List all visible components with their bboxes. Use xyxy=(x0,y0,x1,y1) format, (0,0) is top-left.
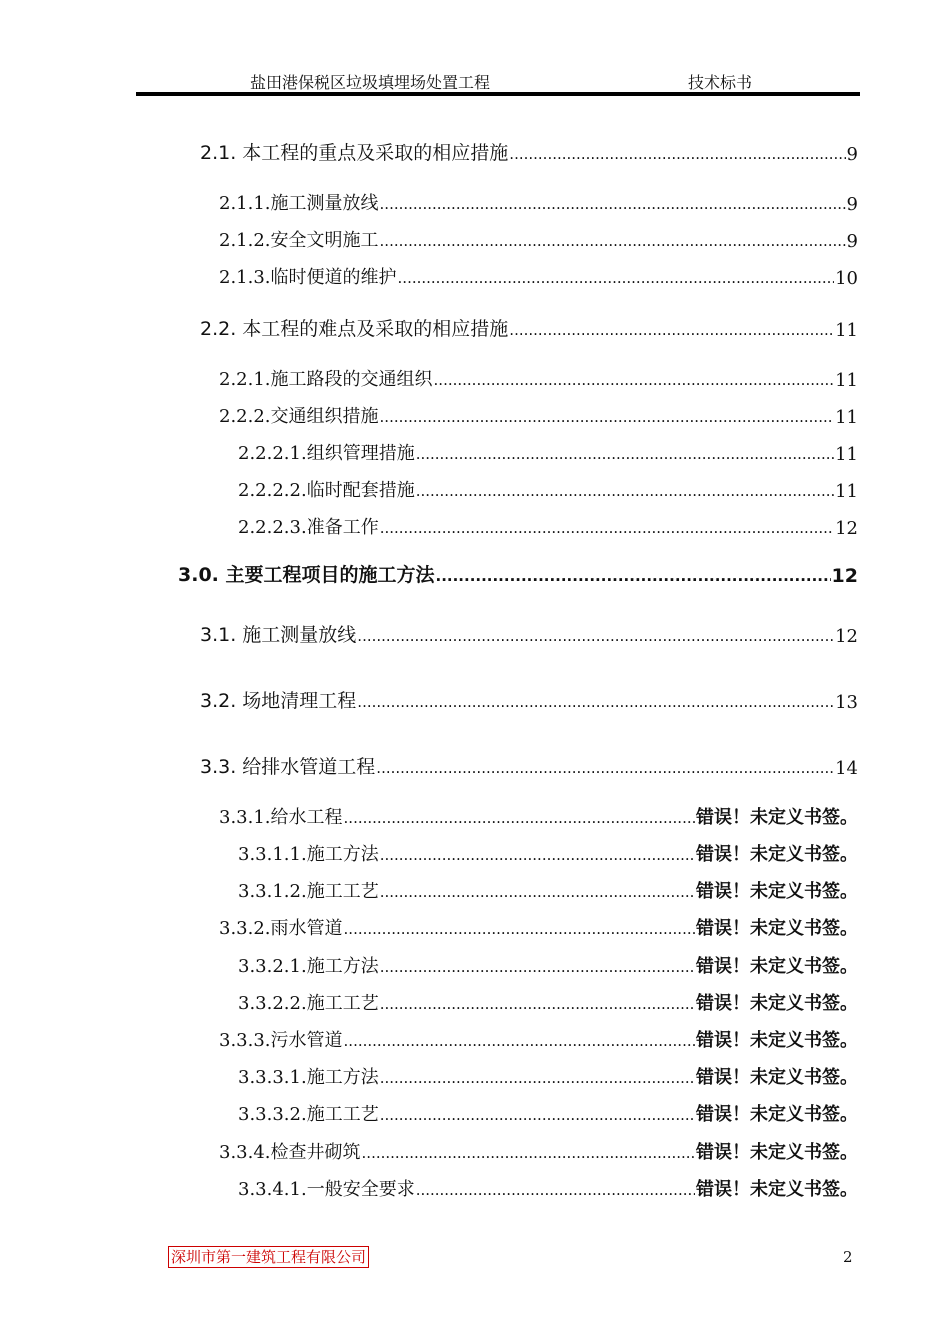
toc-entry-label: 3.3. 给排水管道工程 xyxy=(200,756,376,778)
toc-entry-label: 3.0. 主要工程项目的施工方法 xyxy=(178,564,435,586)
toc-entry-label: 3.3.1.给水工程 xyxy=(219,807,343,828)
toc-leader-dots xyxy=(380,960,695,978)
toc-leader-dots xyxy=(398,271,835,289)
toc-leader-dots xyxy=(357,695,834,713)
toc-entry-label: 2.2.2.3.准备工作 xyxy=(238,517,379,538)
toc-entry-page: 13 xyxy=(835,692,858,713)
toc-entry-label: 2.1.1.施工测量放线 xyxy=(219,193,379,214)
toc-entry-label: 3.3.2.1.施工方法 xyxy=(238,956,379,977)
toc-entry-page: 错误！未定义书签。 xyxy=(696,993,858,1014)
toc-entry-page: 9 xyxy=(846,194,858,215)
toc-entry-3-3-3-1[interactable] xyxy=(238,1063,858,1089)
toc-entry-label: 3.3.4.检查井砌筑 xyxy=(219,1142,361,1163)
toc-leader-dots xyxy=(344,922,695,940)
toc-entry-2-1-2[interactable] xyxy=(219,226,858,252)
toc-entry-page: 11 xyxy=(835,481,858,502)
toc-entry-2-1-1[interactable] xyxy=(219,189,858,215)
toc-leader-dots xyxy=(436,569,831,587)
toc-entry-page: 12 xyxy=(831,565,858,587)
toc-leader-dots xyxy=(380,848,695,866)
toc-entry-label: 3.3.2.2.施工工艺 xyxy=(238,993,379,1014)
toc-entry-page: 11 xyxy=(835,407,858,428)
toc-entry-page: 11 xyxy=(835,444,858,465)
toc-leader-dots xyxy=(416,1183,695,1201)
toc-entry-label: 2.2.2.1.组织管理措施 xyxy=(238,443,415,464)
toc-entry-label: 3.3.2.雨水管道 xyxy=(219,918,343,939)
document-type: 技术标书 xyxy=(688,73,753,92)
toc-entry-page: 12 xyxy=(835,518,858,539)
toc-leader-dots xyxy=(509,323,834,341)
toc-entry-page: 11 xyxy=(835,320,858,341)
toc-entry-label: 2.2.1.施工路段的交通组织 xyxy=(219,369,433,390)
toc-entry-page: 错误！未定义书签。 xyxy=(696,1142,858,1163)
toc-entry-3-3-1-2[interactable] xyxy=(238,877,858,903)
toc-leader-dots xyxy=(416,447,834,465)
toc-leader-dots xyxy=(380,885,695,903)
toc-leader-dots xyxy=(380,1071,695,1089)
toc-entry-page: 12 xyxy=(835,626,858,647)
toc-leader-dots xyxy=(344,811,695,829)
toc-entry-3-3-2-2[interactable] xyxy=(238,989,858,1015)
toc-leader-dots xyxy=(357,629,834,647)
toc-leader-dots xyxy=(362,1146,695,1164)
toc-entry-2-2-2[interactable] xyxy=(219,402,858,428)
toc-entry-3-3-1-1[interactable] xyxy=(238,840,858,866)
toc-entry-page: 错误！未定义书签。 xyxy=(696,918,858,939)
toc-entry-2-2-2-2[interactable] xyxy=(238,476,858,502)
toc-entry-page: 9 xyxy=(846,231,858,252)
toc-entry-label: 3.3.3.污水管道 xyxy=(219,1030,343,1051)
toc-entry-page: 11 xyxy=(835,370,858,391)
footer-page-number: 2 xyxy=(843,1248,853,1266)
toc-leader-dots xyxy=(416,484,834,502)
toc-leader-dots xyxy=(380,997,695,1015)
toc-entry-page: 错误！未定义书签。 xyxy=(696,844,858,865)
toc-entry-label: 2.2. 本工程的难点及采取的相应措施 xyxy=(200,318,509,340)
toc-entry-2-1-3[interactable] xyxy=(219,263,858,289)
toc-entry-page: 错误！未定义书签。 xyxy=(696,881,858,902)
toc-entry-3-3-3-2[interactable] xyxy=(238,1100,858,1126)
toc-leader-dots xyxy=(434,373,835,391)
toc-entry-3-3-4-1[interactable] xyxy=(238,1175,858,1201)
toc-entry-label: 2.1. 本工程的重点及采取的相应措施 xyxy=(200,142,509,164)
toc-entry-2-2[interactable] xyxy=(200,314,858,341)
toc-leader-dots xyxy=(344,1034,695,1052)
toc-entry-page: 9 xyxy=(846,144,858,165)
toc-entry-label: 2.2.2.2.临时配套措施 xyxy=(238,480,415,501)
toc-entry-3-3[interactable] xyxy=(200,752,858,779)
toc-entry-page: 错误！未定义书签。 xyxy=(696,807,858,828)
toc-entry-3-3-2[interactable] xyxy=(219,914,858,940)
toc-leader-dots xyxy=(380,197,846,215)
toc-entry-3-2[interactable] xyxy=(200,686,858,713)
toc-entry-2-1[interactable] xyxy=(200,138,858,165)
toc-entry-3-3-4[interactable] xyxy=(219,1138,858,1164)
toc-entry-page: 14 xyxy=(835,758,858,779)
toc-leader-dots xyxy=(380,1108,695,1126)
toc-entry-3-3-3[interactable] xyxy=(219,1026,858,1052)
toc-entry-3-3-2-1[interactable] xyxy=(238,952,858,978)
toc-entry-2-2-2-1[interactable] xyxy=(238,439,858,465)
toc-leader-dots xyxy=(380,410,835,428)
toc-entry-label: 2.1.2.安全文明施工 xyxy=(219,230,379,251)
toc-entry-label: 3.3.4.1.一般安全要求 xyxy=(238,1179,415,1200)
toc-entry-page: 错误！未定义书签。 xyxy=(696,956,858,977)
toc-entry-3-1[interactable] xyxy=(200,620,858,647)
toc-entry-label: 3.3.3.1.施工方法 xyxy=(238,1067,379,1088)
toc-entry-label: 3.3.3.2.施工工艺 xyxy=(238,1104,379,1125)
footer-company: 深圳市第一建筑工程有限公司 xyxy=(168,1246,369,1268)
toc-entry-page: 错误！未定义书签。 xyxy=(696,1179,858,1200)
toc-entry-page: 错误！未定义书签。 xyxy=(696,1030,858,1051)
toc-entry-page: 错误！未定义书签。 xyxy=(696,1104,858,1125)
toc-entry-label: 3.1. 施工测量放线 xyxy=(200,624,357,646)
toc-entry-label: 2.1.3.临时便道的维护 xyxy=(219,267,397,288)
toc-entry-3-3-1[interactable] xyxy=(219,803,858,829)
project-title: 盐田港保税区垃圾填埋场处置工程 xyxy=(250,73,491,92)
toc-entry-label: 3.3.1.2.施工工艺 xyxy=(238,881,379,902)
toc-entry-page: 10 xyxy=(835,268,858,289)
toc-leader-dots xyxy=(380,234,846,252)
toc-entry-label: 3.3.1.1.施工方法 xyxy=(238,844,379,865)
toc-entry-label: 2.2.2.交通组织措施 xyxy=(219,406,379,427)
toc-entry-page: 错误！未定义书签。 xyxy=(696,1067,858,1088)
toc-leader-dots xyxy=(380,521,834,539)
toc-leader-dots xyxy=(376,761,834,779)
toc-entry-3-0[interactable] xyxy=(178,560,858,587)
toc-leader-dots xyxy=(509,147,845,165)
toc-entry-2-2-2-3[interactable] xyxy=(238,513,858,539)
toc-entry-label: 3.2. 场地清理工程 xyxy=(200,690,357,712)
toc-entry-2-2-1[interactable] xyxy=(219,365,858,391)
